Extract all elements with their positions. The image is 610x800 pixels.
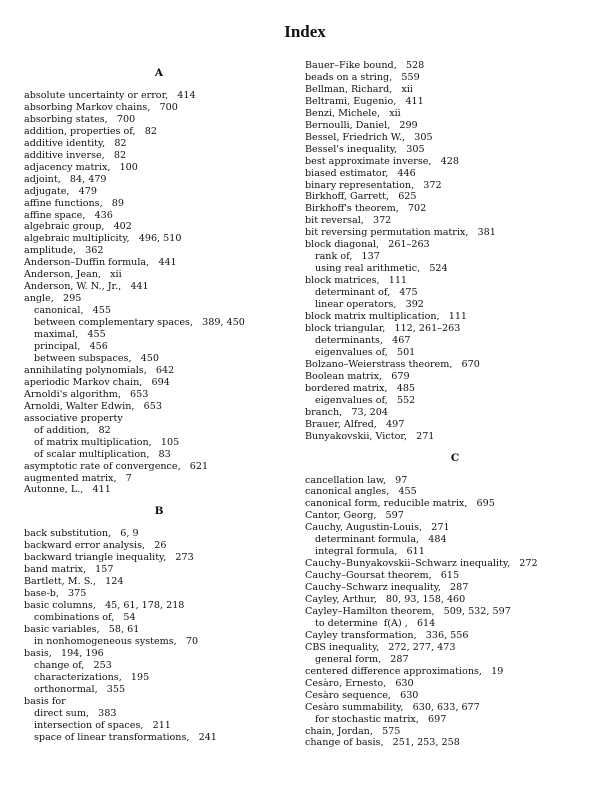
index-entry: Bolzano–Weierstrass theorem, 670 bbox=[305, 358, 480, 370]
index-entry: best approximate inverse, 428 bbox=[305, 155, 459, 167]
index-entry: annihilating polynomials, 642 bbox=[24, 364, 175, 376]
entry-list-b-continued bbox=[305, 60, 605, 443]
index-entry: Bessel's inequality, 305 bbox=[305, 143, 425, 155]
index-entry: algebraic group, 402 bbox=[24, 221, 132, 233]
index-subentry: intersection of spaces, 211 bbox=[34, 719, 171, 731]
index-entry: bordered matrix, 485 bbox=[305, 382, 416, 394]
index-entry: additive inverse, 82 bbox=[24, 149, 127, 161]
index-entry: Birkhoff's theorem, 702 bbox=[305, 203, 427, 215]
index-entry: Cayley–Hamilton theorem, 509, 532, 597 bbox=[305, 605, 511, 617]
index-entry: Bunyakovskii, Victor, 271 bbox=[305, 430, 435, 442]
index-entry: Birkhoff, Garrett, 625 bbox=[305, 191, 417, 203]
index-subentry: combinations of, 54 bbox=[34, 612, 136, 624]
index-entry: Beltrami, Eugenio, 411 bbox=[305, 95, 424, 107]
index-entry: Autonne, L., 411 bbox=[24, 484, 111, 496]
index-entry: canonical angles, 455 bbox=[305, 486, 417, 498]
index-entry: Anderson, W. N., Jr., 441 bbox=[24, 281, 149, 293]
index-entry: absorbing Markov chains, 700 bbox=[24, 101, 178, 113]
index-entry: Bellman, Richard, xii bbox=[305, 83, 413, 95]
index-entry: base-b, 375 bbox=[24, 588, 87, 600]
index-entry: basis for bbox=[24, 695, 66, 707]
index-entry: back substitution, 6, 9 bbox=[24, 528, 139, 540]
index-entry: Cauchy–Schwarz inequality, 287 bbox=[305, 582, 469, 594]
index-entry: basic variables, 58, 61 bbox=[24, 624, 140, 636]
index-entry: block matrix multiplication, 111 bbox=[305, 311, 468, 323]
section-heading-c: C bbox=[450, 451, 460, 464]
index-entry: Cantor, Georg, 597 bbox=[305, 510, 404, 522]
index-entry: Bernoulli, Daniel, 299 bbox=[305, 119, 418, 131]
index-entry: basic columns, 45, 61, 178, 218 bbox=[24, 600, 185, 612]
index-entry: bit reversal, 372 bbox=[305, 215, 392, 227]
entry-list-a bbox=[24, 90, 294, 496]
index-subentry: space of linear transformations, 241 bbox=[34, 731, 217, 743]
index-subentry: in nonhomogeneous systems, 70 bbox=[34, 635, 199, 647]
index-entry: Cauchy–Bunyakovskii–Schwarz inequality, 272 bbox=[305, 558, 538, 570]
index-subentry: of scalar multiplication, 83 bbox=[34, 448, 171, 460]
index-subentry: orthonormal, 355 bbox=[34, 683, 126, 695]
index-column-left bbox=[24, 60, 294, 744]
index-entry: Anderson–Duffin formula, 441 bbox=[24, 257, 177, 269]
index-entry: addition, properties of, 82 bbox=[24, 125, 157, 137]
index-entry: angle, 295 bbox=[24, 293, 82, 305]
index-entry: Anderson, Jean, xii bbox=[24, 269, 122, 281]
index-entry: Cauchy, Augustin-Louis, 271 bbox=[305, 522, 450, 534]
index-entry: beads on a string, 559 bbox=[305, 71, 420, 83]
page-title: Index bbox=[284, 22, 326, 41]
index-entry: Benzi, Michele, xii bbox=[305, 107, 401, 119]
index-entry: Brauer, Alfred, 497 bbox=[305, 418, 405, 430]
index-column-right bbox=[305, 60, 605, 749]
index-entry: Cayley, Arthur, 80, 93, 158, 460 bbox=[305, 594, 466, 606]
index-subentry: change of, 253 bbox=[34, 659, 112, 671]
index-entry: affine space, 436 bbox=[24, 209, 113, 221]
index-entry: Cesàro, Ernesto, 630 bbox=[305, 677, 414, 689]
index-entry: chain, Jordan, 575 bbox=[305, 725, 401, 737]
index-entry: adjugate, 479 bbox=[24, 185, 97, 197]
index-entry: absolute uncertainty or error, 414 bbox=[24, 90, 196, 101]
index-subentry: eigenvalues of, 552 bbox=[315, 394, 416, 406]
index-subentry: using real arithmetic, 524 bbox=[315, 263, 448, 275]
index-entry: additive identity, 82 bbox=[24, 137, 127, 149]
index-entry: Arnoldi's algorithm, 653 bbox=[24, 388, 149, 400]
index-entry: Cauchy–Goursat theorem, 615 bbox=[305, 570, 460, 582]
index-subentry: determinant of, 475 bbox=[315, 287, 418, 299]
index-entry: CBS inequality, 272, 277, 473 bbox=[305, 641, 456, 653]
entry-list-c bbox=[305, 475, 605, 750]
index-subentry: determinant formula, 484 bbox=[315, 534, 447, 546]
index-entry: aperiodic Markov chain, 694 bbox=[24, 376, 170, 388]
index-entry: binary representation, 372 bbox=[305, 179, 442, 191]
index-entry: affine functions, 89 bbox=[24, 197, 124, 209]
index-subentry: maximal, 455 bbox=[34, 329, 106, 341]
index-entry: canonical form, reducible matrix, 695 bbox=[305, 498, 495, 510]
index-subentry: to determine f(A) , 614 bbox=[315, 617, 436, 629]
index-entry: backward triangle inequality, 273 bbox=[24, 552, 194, 564]
index-entry: adjoint, 84, 479 bbox=[24, 173, 107, 185]
index-entry: backward error analysis, 26 bbox=[24, 540, 167, 552]
index-subentry: of addition, 82 bbox=[34, 424, 111, 436]
index-entry: bit reversing permutation matrix, 381 bbox=[305, 227, 496, 239]
index-entry: basis, 194, 196 bbox=[24, 647, 104, 659]
index-entry: cancellation law, 97 bbox=[305, 474, 408, 486]
index-entry: associative property bbox=[24, 412, 123, 424]
index-entry: branch, 73, 204 bbox=[305, 406, 388, 418]
index-subentry: determinants, 467 bbox=[315, 334, 411, 346]
index-entry: Bartlett, M. S., 124 bbox=[24, 576, 124, 588]
index-entry: block triangular, 112, 261–263 bbox=[305, 322, 461, 334]
index-entry: Boolean matrix, 679 bbox=[305, 370, 410, 382]
index-entry: asymptotic rate of convergence, 621 bbox=[24, 460, 209, 472]
index-subentry: direct sum, 383 bbox=[34, 707, 117, 719]
index-entry: band matrix, 157 bbox=[24, 564, 114, 576]
index-entry: biased estimator, 446 bbox=[305, 167, 416, 179]
index-subentry: for stochastic matrix, 697 bbox=[315, 713, 447, 725]
entry-list-b bbox=[24, 528, 294, 743]
index-subentry: principal, 456 bbox=[34, 341, 108, 353]
index-entry: Bauer–Fike bound, 528 bbox=[305, 60, 425, 71]
index-entry: algebraic multiplicity, 496, 510 bbox=[24, 233, 182, 245]
index-entry: absorbing states, 700 bbox=[24, 113, 136, 125]
index-entry: block diagonal, 261–263 bbox=[305, 239, 430, 251]
index-subentry: characterizations, 195 bbox=[34, 671, 150, 683]
index-entry: Bessel, Friedrich W., 305 bbox=[305, 131, 433, 143]
index-entry: amplitude, 362 bbox=[24, 245, 104, 257]
index-subentry: linear operators, 392 bbox=[315, 299, 424, 311]
index-subentry: rank of, 137 bbox=[315, 251, 380, 263]
index-subentry: between subspaces, 450 bbox=[34, 352, 159, 364]
index-subentry: general form, 287 bbox=[315, 653, 409, 665]
index-entry: adjacency matrix, 100 bbox=[24, 161, 138, 173]
section-heading-b: B bbox=[154, 505, 164, 518]
index-entry: block matrices, 111 bbox=[305, 275, 408, 287]
index-subentry: integral formula, 611 bbox=[315, 546, 425, 558]
index-entry: Arnoldi, Walter Edwin, 653 bbox=[24, 400, 162, 412]
index-entry: Cesàro sequence, 630 bbox=[305, 689, 419, 701]
index-subentry: eigenvalues of, 501 bbox=[315, 346, 416, 358]
index-entry: change of basis, 251, 253, 258 bbox=[305, 737, 460, 749]
index-subentry: of matrix multiplication, 105 bbox=[34, 436, 180, 448]
index-entry: centered difference approximations, 19 bbox=[305, 665, 504, 677]
index-entry: augmented matrix, 7 bbox=[24, 472, 132, 484]
index-entry: Cesàro summability, 630, 633, 677 bbox=[305, 701, 480, 713]
section-heading-a: A bbox=[154, 67, 164, 79]
index-subentry: canonical, 455 bbox=[34, 305, 111, 317]
index-entry: Cayley transformation, 336, 556 bbox=[305, 629, 469, 641]
index-subentry: between complementary spaces, 389, 450 bbox=[34, 317, 245, 329]
